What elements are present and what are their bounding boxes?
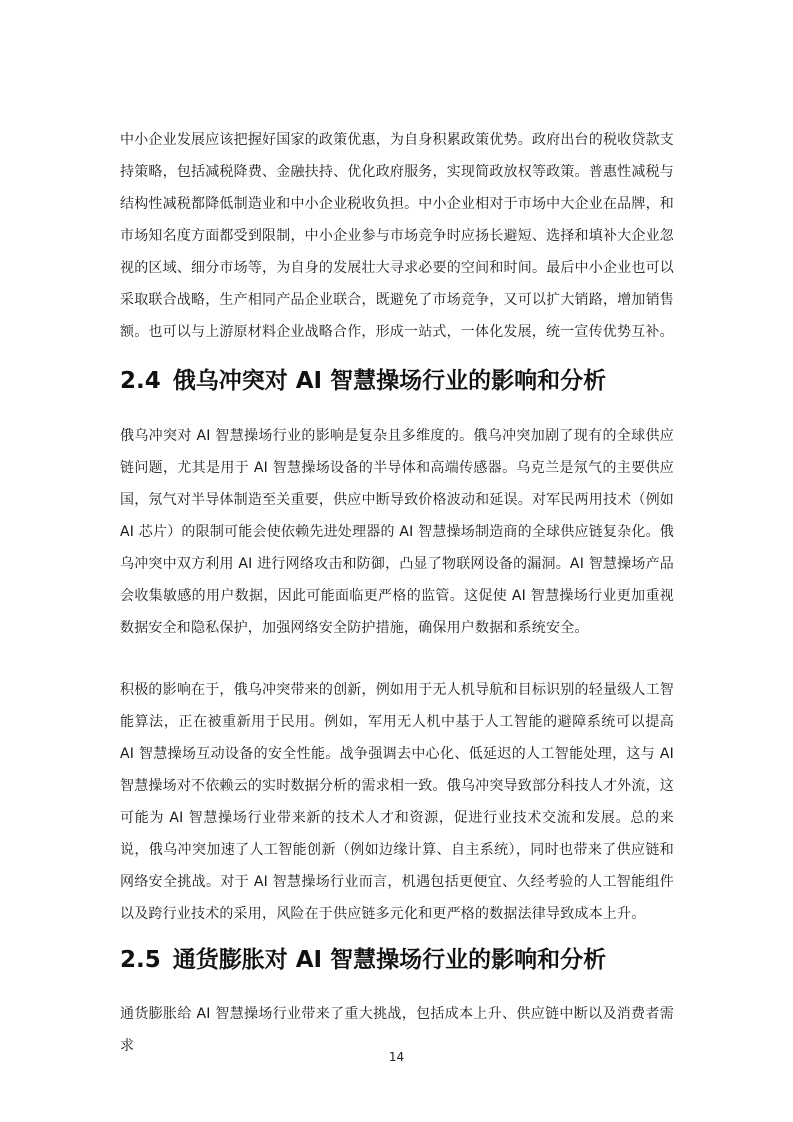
paragraph-conflict-impact: 俄乌冲突对 AI 智慧操场行业的影响是复杂且多维度的。俄乌冲突加剧了现有的全球供应链问题，尤其是用于 AI 智慧操场设备的半导体和高端传感器。乌克兰是氖气的主要供应国，氖气对半导体制造至关重要，供应中断导致价格波动和延误。对军民两用技术（例如 AI 芯片）的限制可能会使依赖先进处理器的 AI 智慧操场制造商的全球供应链复杂化。俄乌冲突中双方利用 AI 进行网络攻击和防御，凸显了物联网设备的漏洞。AI 智慧操场产品会收集敏感的用户数据，因此可能面临更严格的监管。这促使 AI 智慧操场行业更加重视数据安全和隐私保护，加强网络安全防护措施，确保用户数据和系统安全。 xyxy=(120,428,674,636)
section-number: 2.4 xyxy=(120,368,161,394)
section-number: 2.5 xyxy=(120,947,161,973)
section-heading-2-4 xyxy=(120,365,680,397)
page-number: 14 xyxy=(388,1050,405,1064)
section-heading-2-5 xyxy=(120,944,680,976)
paragraph-sme-policy: 中小企业发展应该把握好国家的政策优惠，为自身积累政策优势。政府出台的税收贷款支持策略，包括减税降费、金融扶持、优化政府服务，实现简政放权等政策。普惠性减税与结构性减税都降低制造业和中小企业税收负担。中小企业相对于市场中大企业在品牌，和市场知名度方面都受到限制，中小企业参与市场竞争时应扬长避短、选择和填补大企业忽视的区域、细分市场等，为自身的发展壮大寻求必要的空间和时间。最后中小企业也可以采取联合战略，生产相同产品企业联合，既避免了市场竞争，又可以扩大销路，增加销售额。也可以与上游原材料企业战略合作，形成一站式，一体化发展，统一宣传优势互补。 xyxy=(120,132,674,340)
paragraph-inflation-impact: 通货膨胀给 AI 智慧操场行业带来了重大挑战，包括成本上升、供应链中断以及消费者需求 xyxy=(120,1006,674,1054)
section-title: 通货膨胀对 AI 智慧操场行业的影响和分析 xyxy=(172,947,607,973)
paragraph-positive-impact: 积极的影响在于，俄乌冲突带来的创新，例如用于无人机导航和目标识别的轻量级人工智能算法，正在被重新用于民用。例如，军用无人机中基于人工智能的避障系统可以提高 AI 智慧操场互动设备的安全性能。战争强调去中心化、低延迟的人工智能处理，这与 AI 智慧操场对不依赖云的实时数据分析的需求相一致。俄乌冲突导致部分科技人才外流，这可能为 AI 智慧操场行业带来新的技术人才和资源，促进行业技术交流和发展。总的来说，俄乌冲突加速了人工智能创新（例如边缘计算、自主系统），同时也带来了供应链和网络安全挑战。对于 AI 智慧操场行业而言，机遇包括更便宜、久经考验的人工智能组件以及跨行业技术的采用，风险在于供应链多元化和更严格的数据法律导致成本上升。 xyxy=(120,682,674,922)
section-title: 俄乌冲突对 AI 智慧操场行业的影响和分析 xyxy=(172,368,607,394)
